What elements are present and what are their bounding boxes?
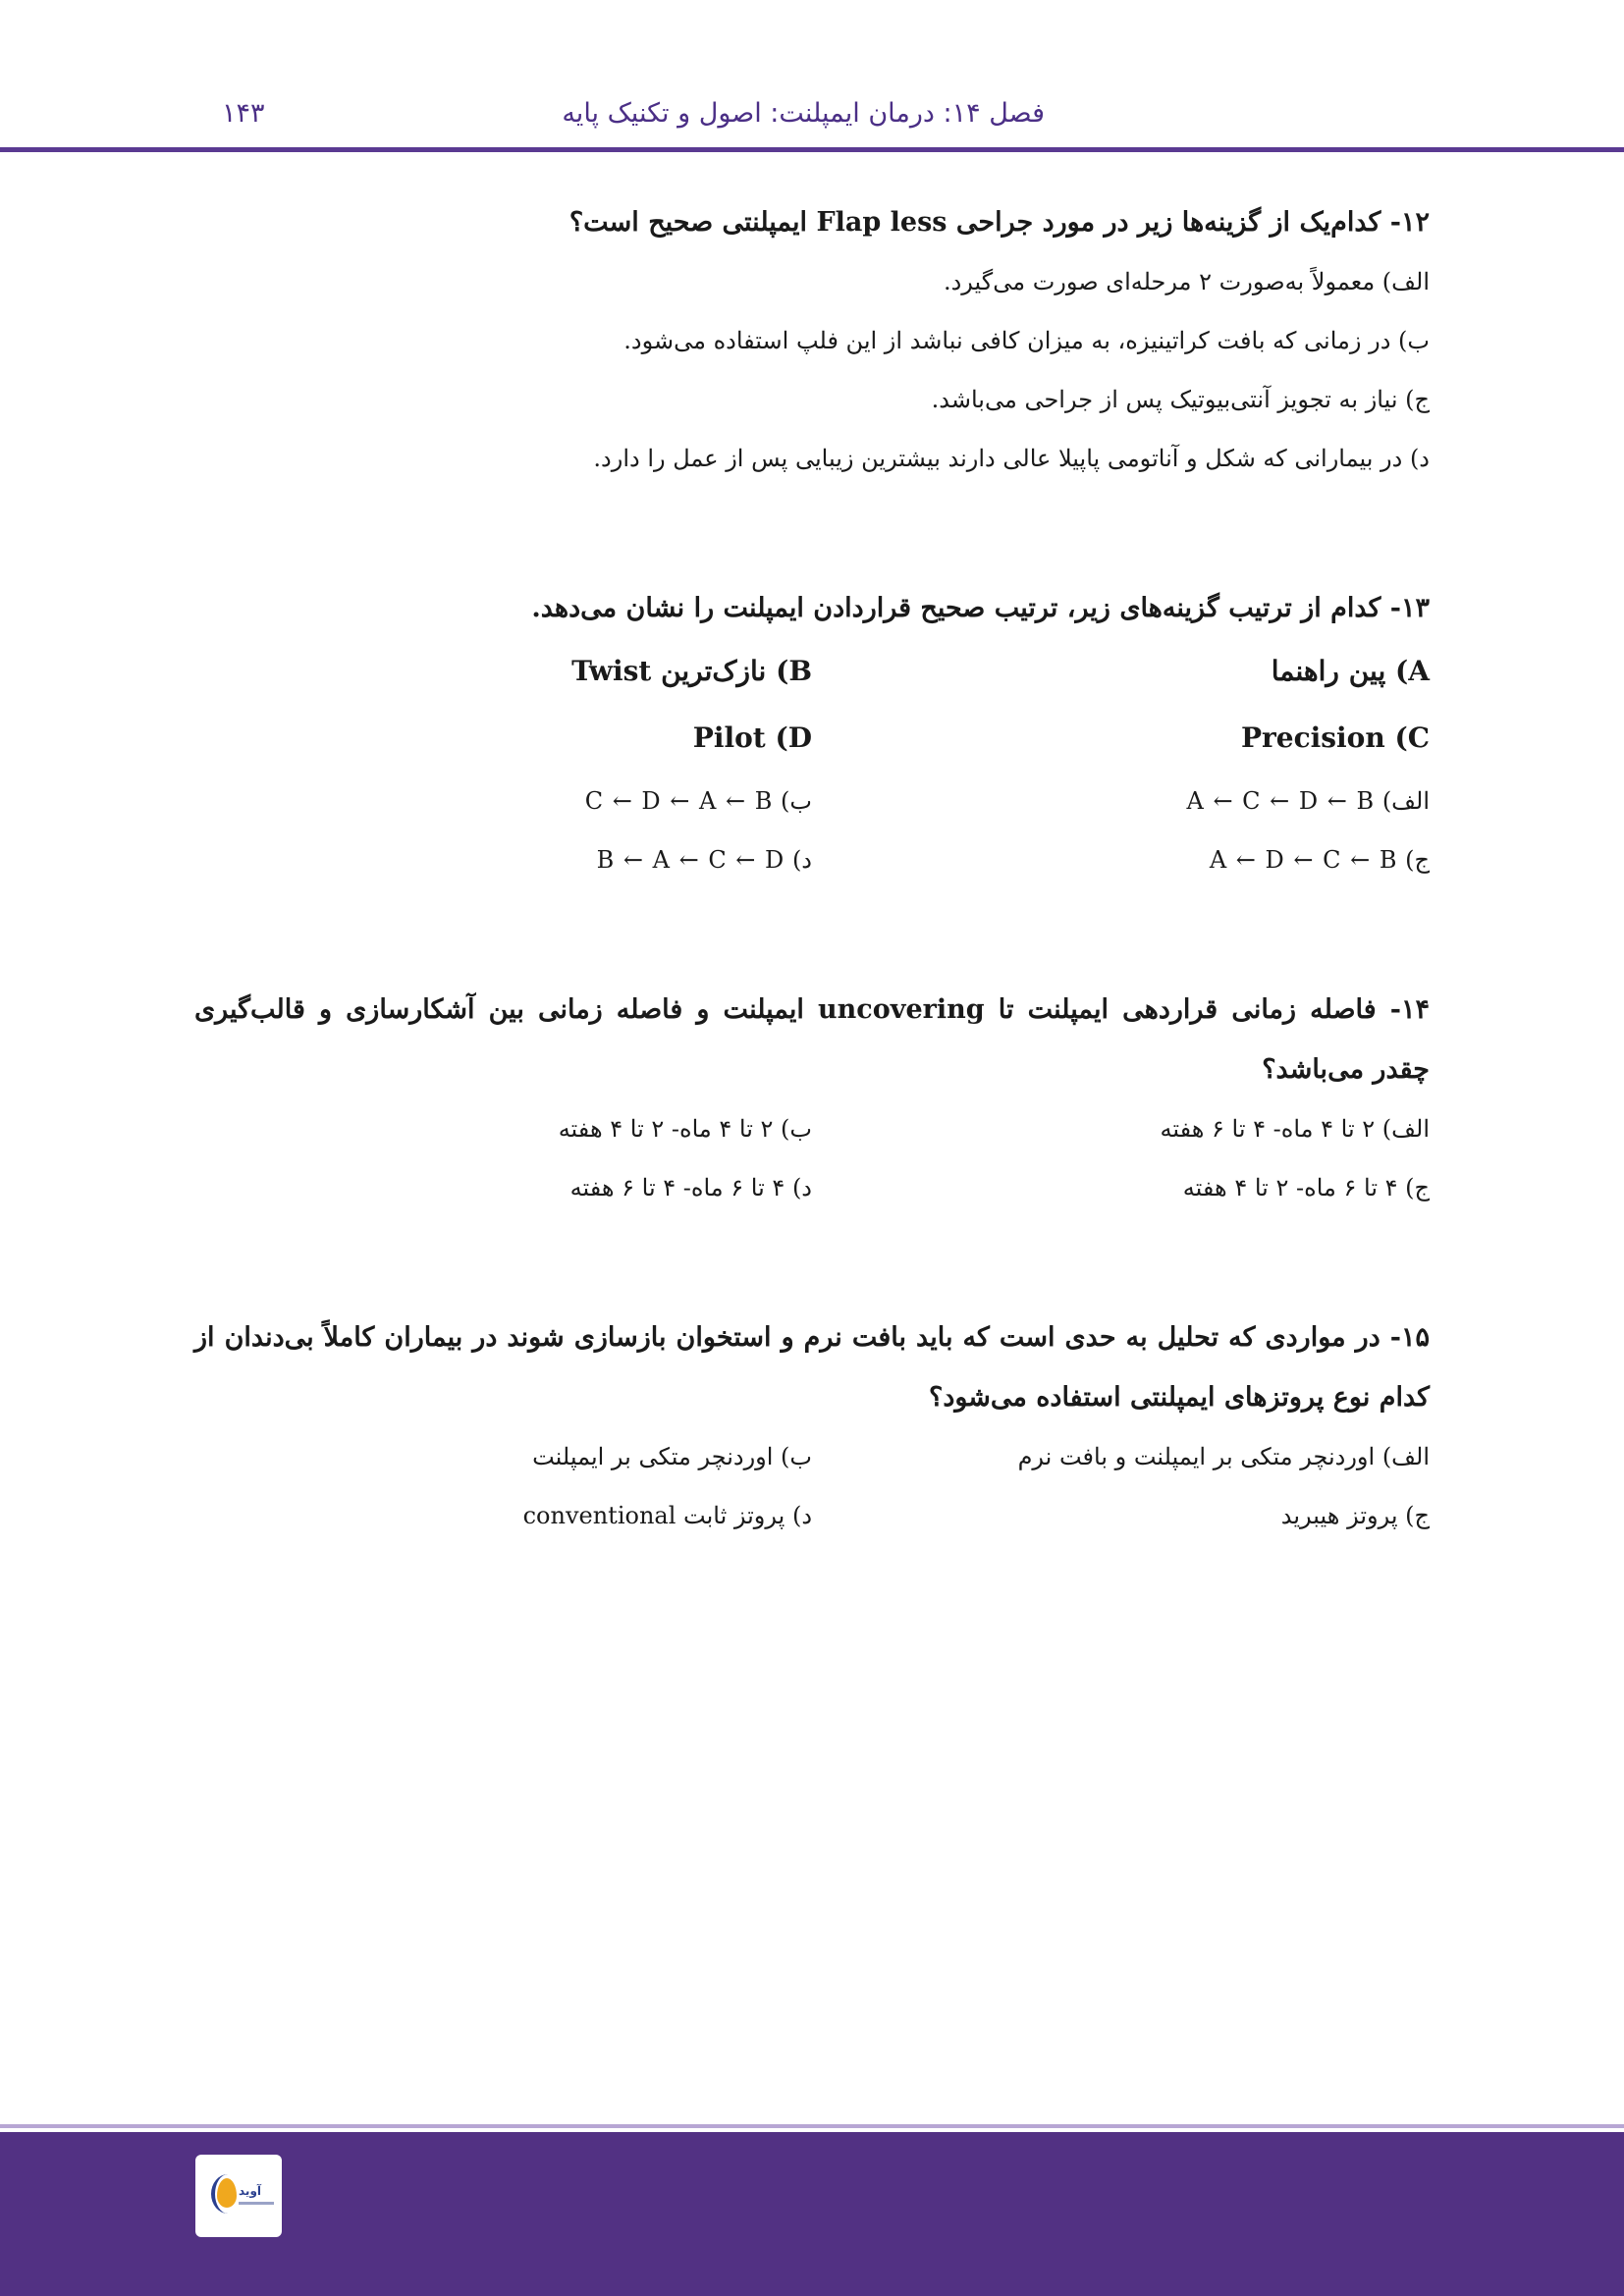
choice — [194, 772, 812, 830]
question-12 — [194, 192, 1430, 488]
option: الف) معمولاً به‌صورت ۲ مرحله‌ای صورت می‌گیرد. — [943, 268, 1430, 295]
choice-label: ب) — [781, 787, 812, 815]
choice-label: الف) — [1381, 787, 1430, 815]
option: ج) ۴ تا ۶ ماه- ۲ تا ۴ هفته — [1182, 1174, 1430, 1201]
choice — [812, 830, 1430, 889]
question-title: ۱۴- فاصله زمانی قراردهی ایمپلنت تا uncovering ایمپلنت و فاصله زمانی بین آشکارسازی و قالب‌گیری چقدر می‌باشد؟ — [194, 994, 1430, 1085]
choice — [812, 772, 1430, 830]
option: ب) اوردنچر متکی بر ایمپلنت — [532, 1443, 812, 1470]
choice-sequence: B ← A ← C ← D — [596, 846, 785, 874]
item-list — [194, 638, 1430, 772]
item: A) پین راهنما — [1271, 655, 1430, 687]
footer-divider — [0, 2124, 1624, 2128]
page-content — [194, 192, 1430, 1635]
option: ب) در زمانی که بافت کراتینیزه، به میزان کافی نباشد از این فلپ استفاده می‌شود. — [623, 327, 1430, 354]
option: د) در بیمارانی که شکل و آناتومی پاپیلا عالی دارند بیشترین زیبایی پس از عمل را دارد. — [593, 445, 1430, 472]
option: ج) نیاز به تجویز آنتی‌بیوتیک پس از جراحی می‌باشد. — [931, 386, 1430, 413]
chapter-title: فصل ۱۴: درمان ایمپلنت: اصول و تکنیک پایه — [562, 98, 1045, 129]
question-14 — [194, 980, 1430, 1217]
choice-list — [194, 1099, 1430, 1217]
item: Pilot (D — [692, 721, 812, 754]
question-title: ۱۵- در مواردی که تحلیل به حدی است که باید بافت نرم و استخوان بازسازی شوند در بیماران کاملاً بی‌دندان از کدام نوع پروتزهای ایمپلنتی استفاده می‌شود؟ — [194, 1322, 1430, 1413]
choice-list — [194, 1427, 1430, 1545]
avid-logo-icon — [195, 2155, 282, 2237]
question-title: ۱۳- کدام از ترتیب گزینه‌های زیر، ترتیب صحیح قراردادن ایمپلنت را نشان می‌دهد. — [531, 593, 1430, 623]
option: الف) اوردنچر متکی بر ایمپلنت و بافت نرم — [1017, 1443, 1430, 1470]
question-title: ۱۲- کدام‌یک از گزینه‌ها زیر در مورد جراحی Flap less ایمپلنتی صحیح است؟ — [568, 207, 1430, 238]
item: Precision (C — [1240, 721, 1430, 754]
choice-sequence: C ← D ← A ← B — [584, 787, 774, 815]
option: الف) ۲ تا ۴ ماه- ۴ تا ۶ هفته — [1160, 1115, 1430, 1143]
choice-sequence: A ← D ← C ← B — [1209, 846, 1398, 874]
item: B) نازک‌ترین Twist — [571, 655, 812, 687]
question-15 — [194, 1308, 1430, 1545]
option: د) ۴ تا ۶ ماه- ۴ تا ۶ هفته — [569, 1174, 812, 1201]
page-number: ۱۴۳ — [222, 98, 265, 129]
option: ج) پروتز هیبرید — [1280, 1502, 1430, 1529]
option: د) پروتز ثابت conventional — [522, 1502, 812, 1529]
choice-list — [194, 772, 1430, 889]
page-header — [0, 96, 1624, 155]
choice-label: ج) — [1405, 846, 1430, 874]
logo-text: آوید — [239, 2184, 262, 2198]
question-13 — [194, 578, 1430, 889]
choice-sequence: A ← C ← D ← B — [1186, 787, 1376, 815]
header-divider — [0, 147, 1624, 152]
choice-label: د) — [791, 846, 812, 874]
option: ب) ۲ تا ۴ ماه- ۲ تا ۴ هفته — [558, 1115, 812, 1143]
choice — [194, 830, 812, 889]
